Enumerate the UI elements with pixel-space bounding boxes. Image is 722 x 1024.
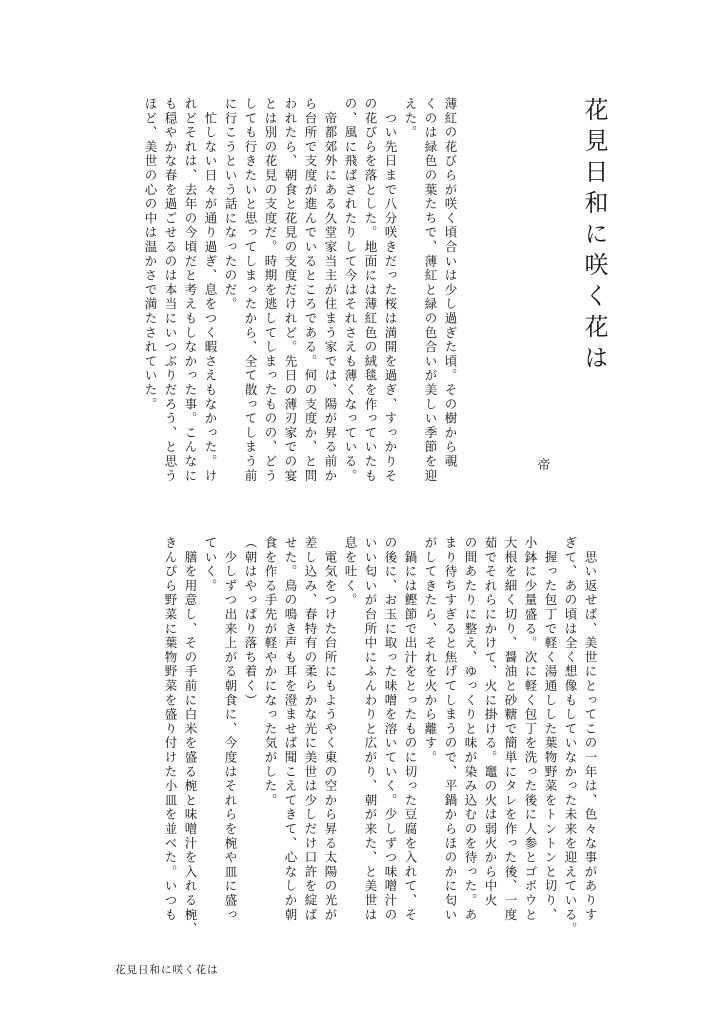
text-line: ぎて、あの頃は全く想像もしていなかった未来を迎えている。 <box>563 536 578 937</box>
text-line: の後に、お玉に取った味噌を溶いていく。少しずつ味噌汁の <box>383 536 398 923</box>
page-footer-title: 花見日和に咲く花は <box>115 964 219 976</box>
text-line: 膳を用意し、その手前に白米を盛る椀と味噌汁を入れる椀、 <box>183 536 198 937</box>
text-line: も穏やかな春を過ごせるのは本当にいつぶりだろう、と思う <box>163 97 178 484</box>
text-line: （朝はやっぱり落ち着く） <box>243 536 258 708</box>
text-line: しても行きたいと思ってしまったから、全て散ってしまう前 <box>243 97 258 484</box>
story-title: 花見日和に咲く花は <box>580 97 608 376</box>
text-line: 少しずつ出来上がる朝食に、今度はそれらを椀や皿に盛っ <box>223 536 238 923</box>
text-line: ていく。 <box>203 536 218 594</box>
text-line: 大根を細く切り、醤油と砂糖で簡単にタレを作った後、一度 <box>503 536 518 923</box>
text-line: いい匂いが台所中にふんわりと広がり、朝が来た、と美世は <box>363 536 378 923</box>
text-line: われたら、朝食と花見の支度だけれど。先日の薄刃家での宴 <box>283 97 298 484</box>
text-line: の間あたりに整え、ゆっくりと味が染み込むのを待った。あ <box>463 536 478 923</box>
text-line: まり待ちすぎると焦げてしまうので、平鍋からほのかに匂い <box>443 536 458 923</box>
text-line: つい先日まで八分咲きだった桜は満開を過ぎ、すっかりそ <box>383 97 398 484</box>
text-line: 握った包丁で軽く湯通しした葉物野菜をトントンと切り、 <box>543 536 558 923</box>
text-line: くのは緑色の葉たちで、薄紅と緑の色合いが美しい季節を迎 <box>423 97 438 484</box>
lower-text-block <box>80 536 600 937</box>
author-name: 帝 <box>536 458 551 471</box>
text-line: せた。鳥の鳴き声も耳を澄ませば聞こえてきて、心なしか朝 <box>283 536 298 923</box>
text-line: 食を作る手先が軽やかになった気がした。 <box>263 536 278 808</box>
text-line: とは別の花見の支度だ。時期を逃してしまったものの、どう <box>263 97 278 484</box>
text-line: えた。 <box>403 97 418 140</box>
text-line: きんぴら野菜に葉物野菜を盛り付けた小皿を並べた。いつも <box>163 536 178 923</box>
text-line: の花びらを落とした。地面には薄紅色の絨毯を作っていたも <box>363 97 378 484</box>
text-line: 電気をつけた台所にもようやく東の空から昇る太陽の光が <box>323 536 338 923</box>
text-line: 差し込み、春特有の柔らかな光に美世は少しだけ口許を綻ば <box>303 536 318 923</box>
text-line: に行こうという話になったのだ。 <box>223 97 238 312</box>
text-line: 小鉢に少量盛る。次に軽く包丁を洗った後に人参とゴボウと <box>523 536 538 923</box>
text-line: 息を吐く。 <box>343 536 358 608</box>
text-line: 鍋には鰹節で出汁をとったものに切った豆腐を入れて、そ <box>403 536 418 923</box>
text-line: 茹でそれらにかけて、火に掛ける。竈の火は弱火から中火 <box>483 536 498 908</box>
text-line: 忙しない日々が通り過ぎ、息をつく暇さえもなかった。け <box>203 97 218 484</box>
text-line: 薄紅の花びらが咲く頃合いは少し過ぎた頃。その樹から覗 <box>443 97 458 469</box>
text-line: の、風に飛ばされたりして今はそれさえも薄くなっている。 <box>343 97 358 484</box>
text-line: 思い返せば、美世にとってこの一年は、色々な事がありす <box>583 536 598 923</box>
text-line: れどそれは、去年の今頃だと考えもしなかった事。こんなに <box>183 97 198 484</box>
text-line: がしてきたら、それを火から離す。 <box>423 536 438 765</box>
text-line: 帝都郊外にある久堂家当主が住まう家では、陽が昇る前か <box>323 97 338 484</box>
upper-text-block <box>80 97 460 484</box>
text-line: ら台所で支度が進んでいるところである。何の支度か、と問 <box>303 97 318 484</box>
text-line: ほど、美世の心の中は温かさで満たされていた。 <box>143 97 158 412</box>
